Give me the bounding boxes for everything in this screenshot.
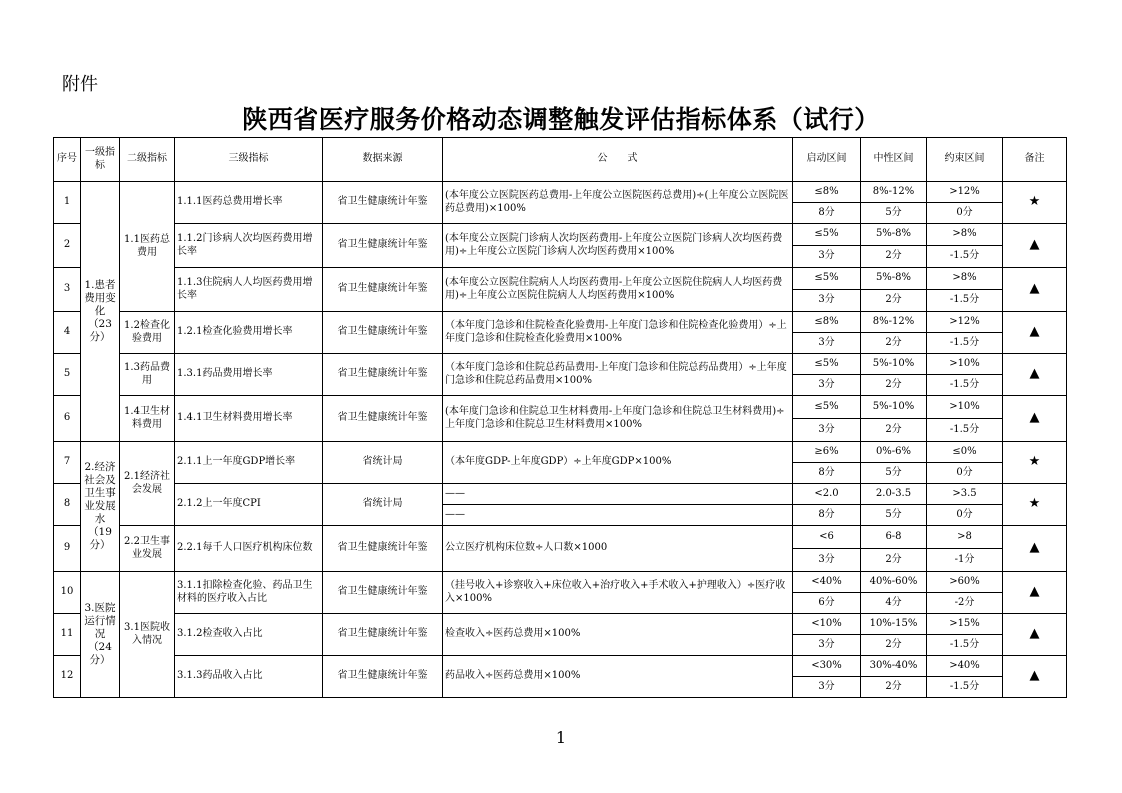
level1-cell: 2.经济社会及卫生事业发展水（19分）	[81, 442, 120, 572]
constraint-range-cell: ≤0%	[927, 442, 1003, 463]
source-cell: 省卫生健康统计年鉴	[323, 526, 443, 572]
seq-cell: 1	[54, 182, 81, 224]
start-score-cell: 8分	[793, 505, 861, 526]
neutral-score-cell: 4分	[861, 593, 927, 614]
neutral-range-cell: 6-8	[861, 526, 927, 549]
header-seq: 序号	[54, 138, 81, 182]
level2-cell: 2.2卫生事业发展	[120, 526, 175, 572]
level2-cell: 1.2检查化验费用	[120, 312, 175, 354]
constraint-score-cell: -1.5分	[927, 677, 1003, 698]
header-start: 启动区间	[793, 138, 861, 182]
star-icon: ★	[1003, 442, 1067, 484]
indicator-table	[53, 137, 1067, 698]
start-score-cell: 8分	[793, 203, 861, 224]
constraint-range-cell: >8	[927, 526, 1003, 549]
formula-cell: ——	[443, 484, 793, 505]
formula-cell: (本年度公立医院医药总费用-上年度公立医院医药总费用)÷(上年度公立医院医药总费用)×100%	[443, 182, 793, 224]
table-row	[54, 396, 1067, 419]
triangle-icon: ▲	[1003, 614, 1067, 656]
level3-cell: 2.1.1上一年度GDP增长率	[175, 442, 323, 484]
table-row	[54, 312, 1067, 333]
source-cell: 省卫生健康统计年鉴	[323, 224, 443, 268]
start-score-cell: 3分	[793, 419, 861, 442]
neutral-score-cell: 5分	[861, 203, 927, 224]
header-level3: 三级指标	[175, 138, 323, 182]
start-score-cell: 3分	[793, 677, 861, 698]
level3-cell: 1.1.2门诊病人次均医药费用增长率	[175, 224, 323, 268]
level2-cell: 1.4卫生材料费用	[120, 396, 175, 442]
table-row	[54, 526, 1067, 549]
constraint-score-cell: -1.5分	[927, 290, 1003, 312]
constraint-range-cell: >10%	[927, 396, 1003, 419]
start-score-cell: 6分	[793, 593, 861, 614]
source-cell: 省卫生健康统计年鉴	[323, 572, 443, 614]
constraint-score-cell: -1.5分	[927, 419, 1003, 442]
source-cell: 省卫生健康统计年鉴	[323, 182, 443, 224]
level3-cell: 1.3.1药品费用增长率	[175, 354, 323, 396]
start-range-cell: <10%	[793, 614, 861, 635]
table-row	[54, 442, 1067, 463]
level3-cell: 1.4.1卫生材料费用增长率	[175, 396, 323, 442]
start-range-cell: ≤5%	[793, 354, 861, 375]
seq-cell: 2	[54, 224, 81, 268]
source-cell: 省统计局	[323, 484, 443, 526]
neutral-range-cell: 40%-60%	[861, 572, 927, 593]
constraint-score-cell: 0分	[927, 463, 1003, 484]
triangle-icon: ▲	[1003, 312, 1067, 354]
level3-cell: 3.1.1扣除检查化验、药品卫生材料的医疗收入占比	[175, 572, 323, 614]
formula-cell: ——	[443, 505, 793, 526]
neutral-range-cell: 0%-6%	[861, 442, 927, 463]
source-cell: 省卫生健康统计年鉴	[323, 354, 443, 396]
constraint-range-cell: >60%	[927, 572, 1003, 593]
neutral-score-cell: 2分	[861, 549, 927, 572]
level2-cell: 3.1医院收入情况	[120, 572, 175, 698]
star-icon: ★	[1003, 484, 1067, 526]
source-cell: 省卫生健康统计年鉴	[323, 268, 443, 312]
constraint-score-cell: -2分	[927, 593, 1003, 614]
start-range-cell: ≤5%	[793, 396, 861, 419]
table-row	[54, 484, 1067, 505]
seq-cell: 9	[54, 526, 81, 572]
neutral-range-cell: 2.0-3.5	[861, 484, 927, 505]
seq-cell: 3	[54, 268, 81, 312]
neutral-score-cell: 2分	[861, 677, 927, 698]
formula-cell: （挂号收入+诊察收入+床位收入+治疗收入+手术收入+护理收入）÷医疗收入×100%	[443, 572, 793, 614]
start-range-cell: <30%	[793, 656, 861, 677]
triangle-icon: ▲	[1003, 396, 1067, 442]
neutral-range-cell: 5%-8%	[861, 268, 927, 290]
formula-cell: (本年度公立医院门诊病人次均医药费用-上年度公立医院门诊病人次均医药费用)÷上年度公立医院门诊病人次均医药费用×100%	[443, 224, 793, 268]
neutral-score-cell: 2分	[861, 635, 927, 656]
page-number: 1	[555, 728, 567, 747]
neutral-score-cell: 2分	[861, 333, 927, 354]
formula-cell: 公立医疗机构床位数÷人口数×1000	[443, 526, 793, 572]
level3-cell: 1.2.1检查化验费用增长率	[175, 312, 323, 354]
seq-cell: 8	[54, 484, 81, 526]
header-level2: 二级指标	[120, 138, 175, 182]
start-score-cell: 3分	[793, 290, 861, 312]
neutral-range-cell: 10%-15%	[861, 614, 927, 635]
start-score-cell: 3分	[793, 375, 861, 396]
header-level1: 一级指标	[81, 138, 120, 182]
formula-cell: （本年度门急诊和住院总药品费用-上年度门急诊和住院总药品费用）÷上年度门急诊和住院总药品费用×100%	[443, 354, 793, 396]
constraint-range-cell: >8%	[927, 224, 1003, 246]
constraint-range-cell: >12%	[927, 182, 1003, 203]
source-cell: 省统计局	[323, 442, 443, 484]
start-range-cell: ≤5%	[793, 268, 861, 290]
table-row	[54, 268, 1067, 290]
constraint-range-cell: >3.5	[927, 484, 1003, 505]
formula-cell: （本年度门急诊和住院检查化验费用-上年度门急诊和住院检查化验费用）÷上年度门急诊和住院检查化验费用×100%	[443, 312, 793, 354]
constraint-score-cell: -1.5分	[927, 246, 1003, 268]
header-note: 备注	[1003, 138, 1067, 182]
neutral-score-cell: 2分	[861, 375, 927, 396]
constraint-score-cell: 0分	[927, 505, 1003, 526]
triangle-icon: ▲	[1003, 526, 1067, 572]
constraint-score-cell: -1.5分	[927, 375, 1003, 396]
neutral-range-cell: 5%-8%	[861, 224, 927, 246]
level3-cell: 3.1.3药品收入占比	[175, 656, 323, 698]
level1-cell: 3.医院运行情况（24分）	[81, 572, 120, 698]
start-range-cell: <2.0	[793, 484, 861, 505]
neutral-range-cell: 30%-40%	[861, 656, 927, 677]
constraint-range-cell: >8%	[927, 268, 1003, 290]
table-row	[54, 224, 1067, 246]
constraint-range-cell: >40%	[927, 656, 1003, 677]
table-row	[54, 614, 1067, 635]
constraint-range-cell: >12%	[927, 312, 1003, 333]
level2-cell: 2.1经济社会发展	[120, 442, 175, 526]
start-score-cell: 8分	[793, 463, 861, 484]
header-source: 数据来源	[323, 138, 443, 182]
triangle-icon: ▲	[1003, 572, 1067, 614]
header-formula: 公 式	[443, 138, 793, 182]
constraint-score-cell: -1分	[927, 549, 1003, 572]
level3-cell: 3.1.2检查收入占比	[175, 614, 323, 656]
level3-cell: 1.1.3住院病人人均医药费用增长率	[175, 268, 323, 312]
triangle-icon: ▲	[1003, 224, 1067, 268]
formula-cell: 检查收入÷医药总费用×100%	[443, 614, 793, 656]
seq-cell: 5	[54, 354, 81, 396]
neutral-range-cell: 8%-12%	[861, 182, 927, 203]
table-row	[54, 182, 1067, 203]
start-range-cell: ≤8%	[793, 182, 861, 203]
neutral-score-cell: 2分	[861, 290, 927, 312]
formula-cell: (本年度门急诊和住院总卫生材料费用-上年度门急诊和住院总卫生材料费用)÷上年度门急诊和住院总卫生材料费用×100%	[443, 396, 793, 442]
start-range-cell: <6	[793, 526, 861, 549]
start-range-cell: ≥6%	[793, 442, 861, 463]
neutral-score-cell: 5分	[861, 505, 927, 526]
formula-cell: （本年度GDP-上年度GDP）÷上年度GDP×100%	[443, 442, 793, 484]
header-constraint: 约束区间	[927, 138, 1003, 182]
table-row	[54, 572, 1067, 593]
level3-cell: 2.1.2上一年度CPI	[175, 484, 323, 526]
constraint-range-cell: >10%	[927, 354, 1003, 375]
seq-cell: 10	[54, 572, 81, 614]
start-score-cell: 3分	[793, 333, 861, 354]
seq-cell: 4	[54, 312, 81, 354]
start-range-cell: ≤8%	[793, 312, 861, 333]
seq-cell: 6	[54, 396, 81, 442]
start-range-cell: <40%	[793, 572, 861, 593]
triangle-icon: ▲	[1003, 656, 1067, 698]
source-cell: 省卫生健康统计年鉴	[323, 312, 443, 354]
table-row	[54, 656, 1067, 677]
start-score-cell: 3分	[793, 549, 861, 572]
neutral-score-cell: 2分	[861, 419, 927, 442]
neutral-score-cell: 2分	[861, 246, 927, 268]
level3-cell: 1.1.1医药总费用增长率	[175, 182, 323, 224]
constraint-score-cell: 0分	[927, 203, 1003, 224]
level2-cell: 1.3药品费用	[120, 354, 175, 396]
neutral-range-cell: 5%-10%	[861, 396, 927, 419]
start-range-cell: ≤5%	[793, 224, 861, 246]
level2-cell: 1.1医药总费用	[120, 182, 175, 312]
start-score-cell: 3分	[793, 246, 861, 268]
level1-cell: 1.患者费用变化（23分）	[81, 182, 120, 442]
formula-cell: 药品收入÷医药总费用×100%	[443, 656, 793, 698]
seq-cell: 11	[54, 614, 81, 656]
neutral-range-cell: 8%-12%	[861, 312, 927, 333]
source-cell: 省卫生健康统计年鉴	[323, 396, 443, 442]
attachment-label: 附件	[62, 74, 98, 95]
source-cell: 省卫生健康统计年鉴	[323, 656, 443, 698]
table-row	[54, 354, 1067, 375]
triangle-icon: ▲	[1003, 268, 1067, 312]
source-cell: 省卫生健康统计年鉴	[323, 614, 443, 656]
header-neutral: 中性区间	[861, 138, 927, 182]
triangle-icon: ▲	[1003, 354, 1067, 396]
constraint-score-cell: -1.5分	[927, 333, 1003, 354]
constraint-score-cell: -1.5分	[927, 635, 1003, 656]
page-title: 陕西省医疗服务价格动态调整触发评估指标体系（试行）	[242, 105, 880, 134]
level3-cell: 2.2.1每千人口医疗机构床位数	[175, 526, 323, 572]
constraint-range-cell: >15%	[927, 614, 1003, 635]
table-header-row	[54, 138, 1067, 182]
start-score-cell: 3分	[793, 635, 861, 656]
neutral-score-cell: 5分	[861, 463, 927, 484]
formula-cell: (本年度公立医院住院病人人均医药费用-上年度公立医院住院病人人均医药费用)÷上年度公立医院住院病人人均医药费用×100%	[443, 268, 793, 312]
star-icon: ★	[1003, 182, 1067, 224]
neutral-range-cell: 5%-10%	[861, 354, 927, 375]
seq-cell: 7	[54, 442, 81, 484]
seq-cell: 12	[54, 656, 81, 698]
